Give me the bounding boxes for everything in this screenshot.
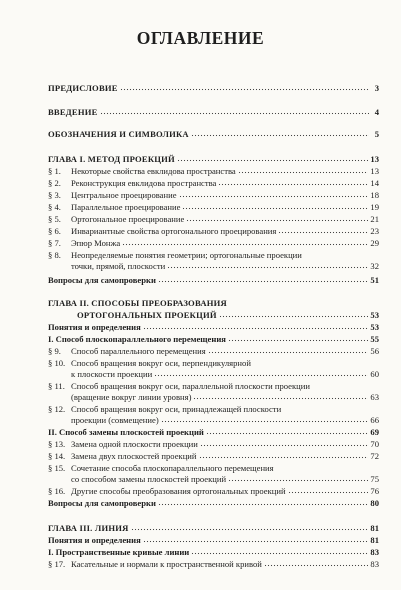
section-number: § 5. — [48, 214, 61, 224]
toc-entry-section-8[interactable] — [48, 249, 379, 260]
page-number: 5 — [374, 129, 379, 139]
leader-dots — [161, 420, 369, 423]
toc-entry-notation[interactable] — [48, 128, 379, 139]
page-number: 29 — [370, 238, 379, 248]
page-number: 83 — [370, 559, 379, 569]
leader-dots — [186, 219, 368, 222]
page-number: 13 — [370, 154, 379, 164]
leader-dots — [264, 564, 369, 567]
toc-entry-part-2-2[interactable] — [48, 426, 379, 437]
leader-dots — [200, 444, 369, 447]
page-number: 76 — [370, 486, 379, 496]
entry-text-continuation: точки, прямой, плоскости — [71, 261, 166, 271]
entry-text: Реконструкция евклидова пространства — [71, 178, 217, 188]
page-number: 55 — [370, 334, 379, 344]
page-number: 23 — [370, 226, 379, 236]
entry-text: Некоторые свойства евклидова пространства — [71, 166, 236, 176]
toc-entry-section-3[interactable] — [48, 189, 379, 200]
section-number: § 10. — [48, 358, 66, 368]
section-number: § 6. — [48, 226, 61, 236]
toc-entry-section-11-cont[interactable] — [71, 391, 379, 402]
entry-text: Способ вращения вокруг оси, перпендикулярной — [71, 358, 251, 368]
toc-entry-section-13[interactable] — [48, 438, 379, 449]
toc-entry-section-8-cont[interactable] — [71, 260, 379, 271]
entry-text-continuation: к плоскости проекции — [71, 369, 153, 379]
entry-text: Параллельное проецирование — [71, 202, 181, 212]
toc-entry-part-2-1[interactable] — [48, 333, 379, 344]
leader-dots — [177, 159, 368, 162]
section-number: § 9. — [48, 346, 61, 356]
toc-entry-section-4[interactable] — [48, 201, 379, 212]
toc-entry-chapter-1[interactable] — [48, 153, 379, 164]
leader-dots — [158, 280, 369, 283]
page-number: 75 — [370, 474, 379, 484]
entry-text: ВВЕДЕНИЕ — [48, 107, 98, 117]
entry-text: Понятия и определения — [48, 322, 141, 332]
page-number: 3 — [374, 83, 379, 93]
toc-entry-section-10-cont[interactable] — [71, 368, 379, 379]
toc-entry-section-2[interactable] — [48, 177, 379, 188]
toc-entry-chapter-2-cont[interactable] — [77, 309, 379, 320]
entry-text: Способ вращения вокруг оси, принадлежащей плоскости — [71, 404, 282, 414]
page-number: 72 — [370, 451, 379, 461]
entry-text: ГЛАВА I. МЕТОД ПРОЕКЦИЙ — [48, 154, 175, 164]
toc-entry-preface[interactable] — [48, 82, 379, 93]
leader-dots — [238, 171, 369, 174]
leader-dots — [154, 374, 368, 377]
page-number: 66 — [370, 415, 379, 425]
page-number: 51 — [370, 275, 379, 285]
leader-dots — [228, 339, 368, 342]
toc-entry-section-9[interactable] — [48, 345, 379, 356]
entry-text: ОБОЗНАЧЕНИЯ И СИМВОЛИКА — [48, 129, 189, 139]
entry-text: I. Пространственные кривые линии — [48, 547, 190, 557]
entry-text: Понятия и определения — [48, 535, 141, 545]
leader-dots — [206, 432, 369, 435]
leader-dots — [158, 503, 369, 506]
leader-dots — [143, 327, 369, 330]
leader-dots — [191, 552, 368, 555]
entry-text-continuation: со способом замены плоскостей проекций — [71, 474, 227, 484]
leader-dots — [100, 112, 369, 115]
toc-entry-concepts-3[interactable] — [48, 534, 379, 545]
leader-dots — [167, 266, 368, 269]
section-number: § 2. — [48, 178, 61, 188]
page-title: ОГЛАВЛЕНИЕ — [136, 28, 265, 48]
section-number: § 1. — [48, 166, 61, 176]
toc-entry-review-questions-1[interactable] — [48, 274, 379, 285]
page-number: 18 — [370, 190, 379, 200]
toc-entry-section-16[interactable] — [48, 485, 379, 496]
leader-dots — [179, 195, 369, 198]
toc-entry-part-3-1[interactable] — [48, 546, 379, 557]
leader-dots — [131, 528, 369, 531]
entry-text: Неопределяемые понятия геометрии; ортогональные проекции — [71, 250, 302, 260]
toc-entry-review-questions-2[interactable] — [48, 497, 379, 508]
section-number: § 4. — [48, 202, 61, 212]
toc-entry-chapter-2[interactable] — [48, 297, 379, 308]
section-number: § 14. — [48, 451, 66, 461]
entry-text: II. Способ замены плоскостей проекций — [48, 427, 204, 437]
leader-dots — [191, 134, 369, 137]
entry-text: I. Способ плоскопараллельного перемещения — [48, 334, 226, 344]
page-number: 4 — [374, 107, 379, 117]
page-number: 80 — [370, 498, 379, 508]
section-number: § 7. — [48, 238, 61, 248]
toc-entry-section-14[interactable] — [48, 450, 379, 461]
page-number: 63 — [370, 392, 379, 402]
entry-text: Вопросы для самопроверки — [48, 275, 156, 285]
page-number: 14 — [370, 178, 379, 188]
section-number: § 11. — [48, 381, 65, 391]
entry-text-continuation: (вращение вокруг линии уровня) — [71, 392, 192, 402]
entry-text: ГЛАВА III. ЛИНИЯ — [48, 523, 129, 533]
page-number: 60 — [370, 369, 379, 379]
toc-entry-section-17[interactable] — [48, 558, 379, 569]
entry-text: Другие способы преобразования ортогональных проекций — [71, 486, 286, 496]
entry-text: Касательные и нормали к пространственной кривой — [71, 559, 262, 569]
entry-text-continuation: проекции (совмещение) — [71, 415, 159, 425]
section-number: § 12. — [48, 404, 66, 414]
page-number: 13 — [370, 166, 379, 176]
toc-entry-section-7[interactable] — [48, 237, 379, 248]
page-number: 32 — [370, 261, 379, 271]
section-number: § 16. — [48, 486, 66, 496]
leader-dots — [120, 88, 369, 91]
page-number: 83 — [370, 547, 379, 557]
page-number: 81 — [370, 523, 379, 533]
section-number: § 15. — [48, 463, 66, 473]
leader-dots — [122, 243, 368, 246]
page-number: 19 — [370, 202, 379, 212]
entry-text-continuation: ОРТОГОНАЛЬНЫХ ПРОЕКЦИЙ — [77, 310, 217, 320]
toc-entry-section-5[interactable] — [48, 213, 379, 224]
toc-entry-section-11[interactable] — [48, 380, 379, 391]
entry-text: Сочетание способа плоскопараллельного перемещения — [71, 463, 274, 473]
page-number: 69 — [370, 427, 379, 437]
toc-entry-introduction[interactable] — [48, 106, 379, 117]
leader-dots — [288, 491, 369, 494]
entry-text: ГЛАВА II. СПОСОБЫ ПРЕОБРАЗОВАНИЯ — [48, 298, 227, 308]
entry-text: Замена одной плоскости проекции — [71, 439, 198, 449]
page-number: 70 — [370, 439, 379, 449]
toc-entry-section-12[interactable] — [48, 403, 379, 414]
leader-dots — [278, 231, 368, 234]
leader-dots — [219, 315, 369, 318]
leader-dots — [208, 351, 369, 354]
section-number: § 8. — [48, 250, 61, 260]
leader-dots — [218, 183, 368, 186]
entry-text: Способ вращения вокруг оси, параллельной плоскости проекции — [71, 381, 310, 391]
section-number: § 13. — [48, 439, 66, 449]
leader-dots — [193, 397, 368, 400]
toc-entry-concepts-2[interactable] — [48, 321, 379, 332]
leader-dots — [143, 540, 369, 543]
toc-entry-section-15[interactable] — [48, 462, 379, 473]
toc-entry-section-12-cont[interactable] — [71, 414, 379, 425]
entry-text: Способ параллельного перемещения — [71, 346, 206, 356]
entry-text: Ортогональное проецирование — [71, 214, 185, 224]
page-number: 53 — [370, 310, 379, 320]
page-number: 81 — [370, 535, 379, 545]
entry-text: Замена двух плоскостей проекций — [71, 451, 197, 461]
entry-text: ПРЕДИСЛОВИЕ — [48, 83, 118, 93]
page-number: 21 — [370, 214, 379, 224]
page-number: 56 — [370, 346, 379, 356]
leader-dots — [182, 207, 368, 210]
section-number: § 3. — [48, 190, 61, 200]
leader-dots — [228, 479, 368, 482]
section-number: § 17. — [48, 559, 66, 569]
entry-text: Центральное проецирование — [71, 190, 177, 200]
toc-entry-section-1[interactable] — [48, 165, 379, 176]
entry-text: Инвариантные свойства ортогонального проецирования — [71, 226, 277, 236]
entry-text: Эпюр Монжа — [71, 238, 121, 248]
toc-entry-chapter-3[interactable] — [48, 522, 379, 533]
leader-dots — [199, 456, 369, 459]
page-number: 53 — [370, 322, 379, 332]
toc-entry-section-10[interactable] — [48, 357, 379, 368]
toc-entry-section-6[interactable] — [48, 225, 379, 236]
entry-text: Вопросы для самопроверки — [48, 498, 156, 508]
toc-entry-section-15-cont[interactable] — [71, 473, 379, 484]
